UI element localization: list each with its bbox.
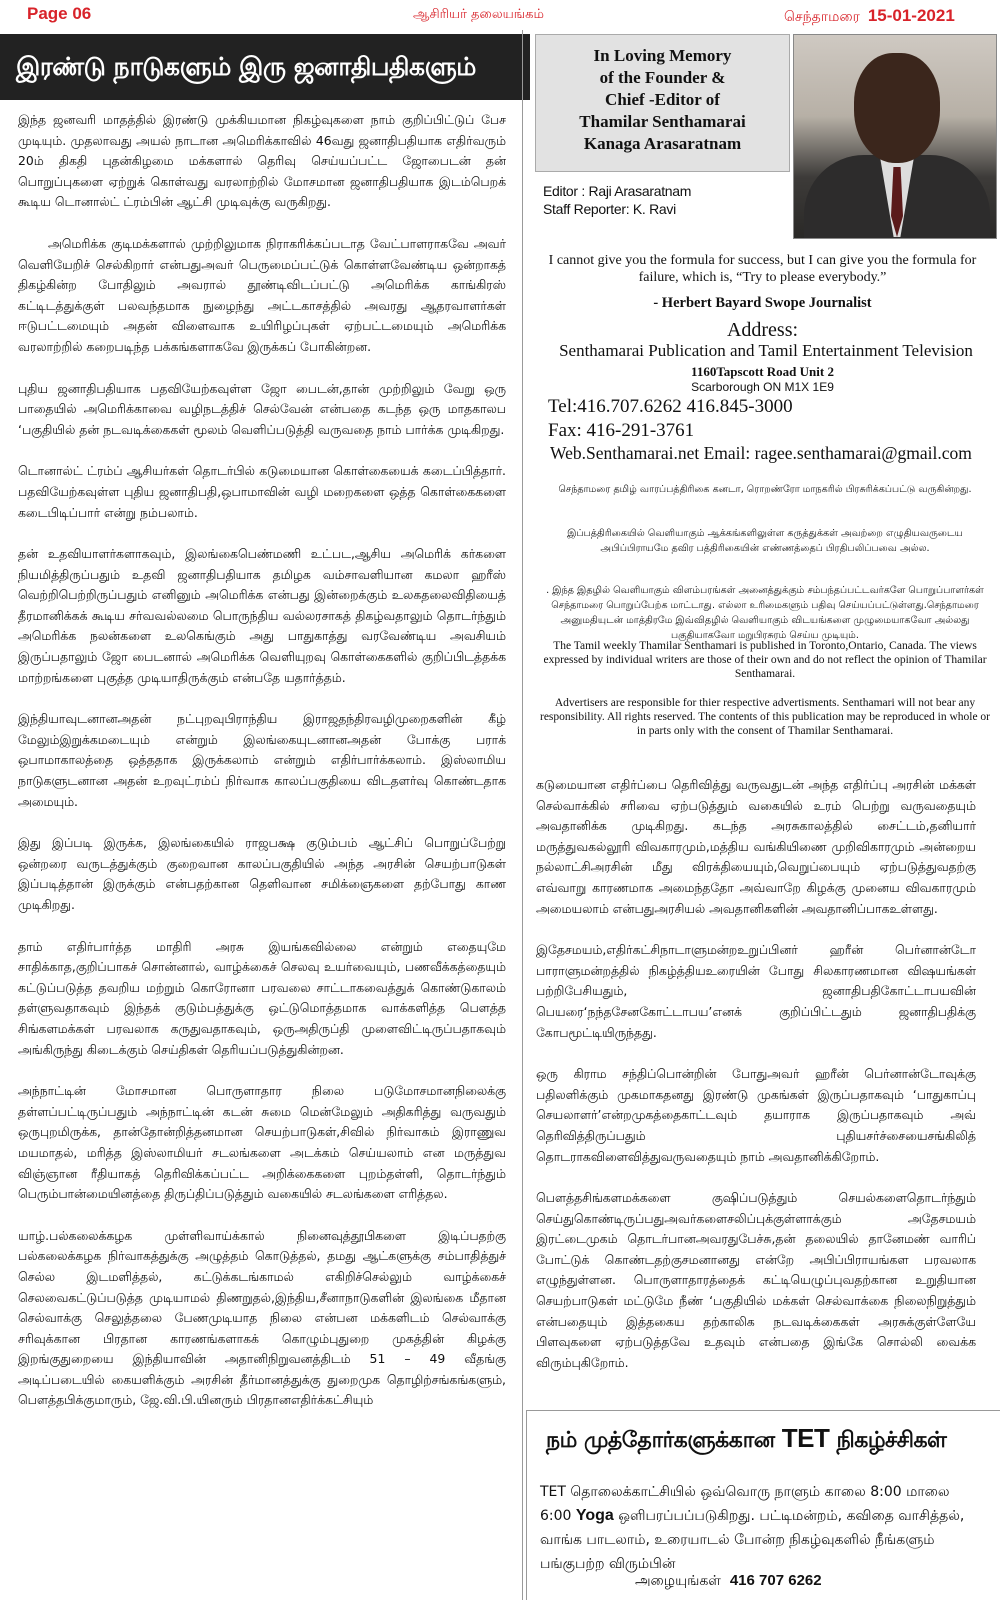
tet-title-brand: TET xyxy=(781,1423,830,1453)
tet-body-text: TET தொலைக்காட்சியில் ஒவ்வொரு நாளும் காலை 8:00 மாலை 6:00 xyxy=(540,1484,950,1524)
quote: I cannot give you the formula for success, but I can give you the formula for failure, which is, “Try to please everybody.” xyxy=(548,253,977,285)
article-paragraph: இந்தியாவுடனானஅதன் நட்புறவுபிராந்திய இராஜதந்திரவழிமுறைகளின் கீழ் மேலும்இறுக்கமடையும் என்றும் இலங்கையுடனானஅதன் போக்கு பராக் ஒபாமாகாலத்தை ஒத்ததாக இருக்கலாம் என்றும் எதிர்பார்க்கலாம். இஸ்லாமிய நாடுகளுடனான அதன் உறவுட்ரம்ப் நிர்வாக காலப்பகுதியை விடதளர்வு கொண்டதாக அமையும். xyxy=(18,711,506,809)
article-continuation xyxy=(536,775,976,1375)
street-address: 1160Tapscott Road Unit 2 xyxy=(691,364,834,379)
article-paragraph: அந்நாட்டின் மோசமான பொருளாதார நிலை படுமோசமானநிலைக்கு தள்ளப்பட்டிருப்பதும் அந்நாட்டின் கடன் சுமை மென்மேலும் அதிகரித்து வருவதும் ஒருபுறமிருக்க, தான்தோன்றித்தனமான செயற்பாடுகள்,சிவில் நிர்வாகம் இராணுவ மயமாதல், மரித்த இஸ்லாமியர் சடலங்களை அடக்கம் செய்யலாம் என மருத்துவ விஞ்ஞான ரீதியாகத் தெரிவிக்கப்பட்ட அறிக்கைகளை புறம்தள்ளி, தொடர்ந்தும் பெரும்பான்மையினத்தை திருப்திப்படுத்தும் வகையில் சடலங்களை எரித்தல. xyxy=(18,1083,506,1202)
article-paragraph: இது இப்படி இருக்க, இலங்கையில் ராஜபக்ஷ குடும்பம் ஆட்சிப் பொறுப்பேற்று ஒன்றரை வருடத்துக்கும் குறைவான காலப்பகுதியில் அந்த அரசின் செயற்பாடுகள் இப்படித்தான் இருக்கும் என்பதற்கான தெளிவான சமிக்ஞைகளை தற்போது காண முடிகிறது. xyxy=(18,835,506,912)
publication-notice: செந்தாமரை தமிழ் வாரப்பத்திரிகை கனடா, ரொறண்ரோ மாநகரில் பிரசுரிக்கப்பட்டு வருகின்றது. xyxy=(558,484,972,495)
address-title: Address: xyxy=(726,319,799,341)
quote-author: - Herbert Bayard Swope Journalist xyxy=(653,295,872,311)
memory-line: Thamilar Senthamarai xyxy=(579,112,746,131)
article-paragraph: யாழ்.பல்கலைக்கழக முள்ளிவாய்க்கால் நினைவுத்தூபிகளை இடிப்பதற்கு பல்கலைக்கழக நிர்வாகத்துக்கு அழுத்தம் கொடுத்தல், தமது ஆட்களுக்கு சம்பாதித்துச் செல்ல இடமளித்தல், கட்டுக்கடங்காமல் எகிறிச்செல்லும் வாழ்க்கைச் செலவைகட்டுப்படுத்த முடியாமல் திணறுதல்,இந்திய,சீனாநாடுகளின் இலங்கை மீதான செல்வாக்கு செலுத்தலை பேணமுடியாத நிலை என்பன மக்களிடம் செல்வாக்கு சரிவுக்கான பிரதான காரணங்களாகக் கொழும்புதுறை முகத்தின் கிழக்கு இறங்குதுறையை இந்தியாவின் அதானிநிறுவனத்திடம் 51 – 49 வீதங்கு அடிப்படையில் கையளிக்கும் அரசின் தீர்மானத்துக்கு துறைமுக தொழிற்சங்கங்களும், பௌத்தபிக்குமாரும், ஜே.வி.பி.யினரும் பிரதானஎதிர்க்கட்சியும் xyxy=(18,1227,506,1408)
tet-ad-body xyxy=(540,1480,985,1576)
english-notice: The Tamil weekly Thamilar Senthamari is published in Toronto,Ontario, Canada. The views expressed by individual writers are those of their own and do not reflect the opinion of Thamilar Senthamarai. xyxy=(543,640,987,680)
article-paragraph: தாம் எதிர்பார்த்த மாதிரி அரசு இயங்கவில்லை என்றும் எதையுமே சாதிக்காத,குறிப்பாகச் சொன்னால், வாழ்க்கைச் செலவு உயர்வையும், பணவீக்கத்தையும் கட்டுப்படுத்த தவறிய மற்றும் கொரோனா பரவலை சாட்டாகவைத்துக் கொண்டுகாலம் தள்ளுவதாகவும் இந்தக் குடும்பத்துக்கு ஒட்டுமொத்தமாக வாக்களித்த பௌத்த சிங்களமக்கள் பரவலாக கருதுவதாகவும், ஒருஅதிருப்தி முளைவிட்டிருப்பதாகவும் அங்கிருந்து கிடைக்கும் செய்திகள் தெரியப்படுத்துகின்றன. xyxy=(18,938,506,1057)
city-address: Scarborough ON M1X 1E9 xyxy=(691,380,834,394)
memory-line: of the Founder & xyxy=(599,68,726,87)
issue-date: 15-01-2021 xyxy=(867,6,955,25)
tet-call-label: அழையுங்கள் xyxy=(635,1573,721,1589)
page-number: Page 06 xyxy=(27,4,92,23)
tet-ad-title xyxy=(546,1423,946,1456)
paper-name: செந்தாமரை xyxy=(784,9,860,25)
memory-line: Chief -Editor of xyxy=(605,90,720,109)
telephone: Tel:416.707.6262 416.845-3000 xyxy=(548,396,793,417)
article-paragraph: புதிய ஜனாதிபதியாக பதவியேற்கவுள்ள ஜோ பைடன்,தான் முற்றிலும் வேறு ஒரு பாதையில் அமெரிக்காவை வழிநடத்திச் செல்வேன் என்பதை கடந்த ஒரு மாதகாலப ‘பகுதியில் தன் நடவடிக்கைகள் மூலம் வெளிப்படுத்தி வருவதை நாம் பார்க்க முடிகிறது. xyxy=(18,380,506,437)
founder-photo xyxy=(793,34,997,239)
article-paragraph: ஒரு கிராம சந்திப்பொன்றின் போதுஅவர் ஹரீன் பெர்னான்டோவுக்கு பதிலளிக்கும் முகமாகதனது இரண்டு முகங்கள் இருப்பதாகவும் ‘பாதுகாப்பு செயலாளர்’என்றமுகத்தைகாட்டவும் தயாராக இருப்பதாகவும் அவ் தெரிவித்திருப்பதும் புதியசர்ச்சையைசங்கிலித் தொடராகவிளைவித்துவருவதையும் நாம் அவதானிக்கிறோம். xyxy=(536,1066,976,1164)
tet-body-text: ஒளிபரப்பப்படுகிறது. பட்டிமன்றம், கவிதை வாசித்தல், வாங்க பாடலாம், உரையாடல் போன்ற நிகழ்வுகளில் நீங்களும் பங்குபற்ற விரும்பின் xyxy=(540,1508,965,1572)
page-header xyxy=(0,0,1000,30)
article-body xyxy=(18,110,506,1600)
article-paragraph: இதேசமயம்,எதிர்கட்சிநாடாளுமன்றஉறுப்பினர் ஹரீன் பெர்னான்டோ பாராளுமன்றத்தில் நிகழ்த்தியஉரையின் போது சிலகாரணமான விஷயங்கள் பற்றிபேசியதும், ஜனாதிபதிகோட்டாபயவின் பெயரை‘நந்தசேனகோட்டாபய’எனக் குறிப்பிட்டதும் ஜனாதிபதிக்கு கோபமூட்டியிருந்தது. xyxy=(536,942,976,1040)
article-paragraph: இந்த ஜனவரி மாதத்தில் இரண்டு முக்கியமான நிகழ்வுகளை நாம் குறிப்பிட்டுப் பேச முடியும். முதலாவது அயல் நாடான அமெரிக்காவில் 46வது ஜனாதிபதியாக எதிர்வரும் 20ம் திகதி புதன்கிழமை மக்களால் தெரிவு செய்யப்பட்ட ஜோபைடன் தன் பொறுப்புகளை ஏற்றுக் கொள்வது வரலாற்றில் மோசமான ஜனாதிபதியாக இடம்பெறக் கூடிய டொனால்ட் ட்ரம்பின் ஆட்சி முடிவுக்கு வருகிறது. xyxy=(18,112,506,210)
tet-phone: 416 707 6262 xyxy=(729,1572,822,1589)
article-paragraph: டொனால்ட் ட்ரம்ப் ஆசியர்கள் தொடர்பில் கடுமையான கொள்கையைக் கடைப்பித்தார். பதவியேற்கவுள்ள புதிய ஜனாதிபதி,ஒபாமாவின் வழி மறைகளை ஒத்த கொள்கைகளை கடைபிடிப்பார் என்று நம்பலாம். xyxy=(18,463,506,520)
photo-head xyxy=(854,53,940,163)
tet-title-text: நம் முத்தோர்களுக்கான xyxy=(546,1428,782,1453)
staff-reporter: Staff Reporter: K. Ravi xyxy=(543,201,676,217)
tet-title-text: நிகழ்ச்சிகள் xyxy=(829,1428,947,1453)
section-title: ஆசிரியர் தலையங்கம் xyxy=(413,7,544,22)
tet-phone-line xyxy=(635,1572,822,1591)
memory-box xyxy=(535,34,790,172)
article-paragraph: தன் உதவியாளர்களாகவும், இலங்கைபெண்மணி உட்பட,ஆசிய அமெரிக் கர்களை நியமித்திருப்பதும் உதவி ஜனாதிபதியாக தமிழக வம்சாவளியான கமலா ஹரீஸ் வெற்றிபெற்றிருப்பதும் எனினும் அமெரிக்க என்பது இன்றைக்கும் உலகதலைவிதியைத் தீரமானிக்கக் கூடிய சர்வவல்லமை பொருந்திய வல்லரசாகத் திகழ்வதாலும் தொடர்ந்தும் அமெரிக்க நலன்களை உலகெங்கும் அது பாதுகாத்து வரவேண்டிய அவசியம் இருப்பதாலும் ஜோ பைடனால் அமெரிக்க வெளியுறவு கொள்கைகளில் குறிப்பிடத்தக்க மாற்றங்களை புகுத்த முடியாதிருக்கும் என்பதே யதார்த்தம். xyxy=(18,546,506,685)
memory-line: In Loving Memory xyxy=(593,46,732,65)
article-paragraph: கடுமையான எதிர்ப்பை தெரிவித்து வருவதுடன் அந்த எதிர்ப்பு அரசின் மக்கள் செல்வாக்கில் சரிவை ஏற்படுத்தும் வகையில் உரம் பெற்று வருவதையும் அவதானிக்க முடிகிறது. கடந்த அரசுகாலத்தில் சைட்டம்,தனியார் மருத்துவகல்லூரி விவகாரமும்,மத்திய வங்கியிணை முறிவிகாரமும் அன்றைய நல்லாட்சிஅரசின் மீது விரக்தியையும்,வெறுப்பையும் ஏற்படுத்துவதற்கு எவ்வாறு காரணமாக அமைந்ததோ அவ்வாறே கிழக்கு முனைய விவகாரமும் அமையலாம் என்பதுஅரசியல் அவதானிகளின் அவதானிப்பாகஉள்ளது. xyxy=(536,777,976,916)
advertisers-notice: Advertisers are responsible for thier respective advertisments. Senthamari will not bear any responsibility. All rights reserved. The contents of this publication may be reproduced in whole or in parts only with the consent of Thamilar Senthamarai. xyxy=(540,697,990,737)
editor-name: Editor : Raji Arasaratnam xyxy=(543,183,692,199)
article-paragraph: அமெரிக்க குடிமக்களால் முற்றிலுமாக நிராகரிக்கப்படாத வேட்பாளராகவே அவர் வெளியேறிச் செல்கிறார் என்பதுஅவர் பெருமைப்பட்டுக் கொள்ளவேண்டிய ஒன்றாகத் திகழ்கின்ற போதிலும் அவரால் தூண்டிவிடப்பட்டு அமெரிக்க காங்கிரஸ் கட்டிடத்துக்குள் பலவந்தமாக நுழைந்து அட்டகாசத்தில் அவரது ஆதரவாளர்கள் ஈடுபட்டமையும் அதன் விளைவாக உயிரிழப்புகள் ஏற்பட்டமையும் அமெரிக்க வரலாற்றில் கறைபடிந்த பக்கங்களாகவே இருக்கப் போகின்றன. xyxy=(18,235,506,354)
column-divider xyxy=(522,30,523,1600)
memory-line: Kanaga Arasaratnam xyxy=(583,134,742,153)
ads-notice: . இந்த இதழில் வெளியாகும் விளம்பரங்கள் அனைத்துக்கும் சம்பந்தப்பட்டவர்களே பொறுப்பாளர்கள் செந்தாமரை பொறுப்பேற்க மாட்டாது. எல்லா உரிமைகளும் பதிவு செய்யப்பட்டுள்ளது.செந்தாமரை அனுமதியுடன் மாத்திரமே இவ்விதழில் வெளியாகும் விடயங்களை முழுமையாகவோ அல்லது பகுதியாகவோ மறுபிரசுரம் செய்ய முடியும். xyxy=(546,585,984,641)
article-title: இரண்டு நாடுகளும் இரு ஜனாதிபதிகளும் xyxy=(0,34,530,100)
paper-name-date xyxy=(784,6,955,27)
web-email: Web.Senthamarai.net Email: ragee.senthamarai@gmail.com xyxy=(550,443,972,463)
fax: Fax: 416-291-3761 xyxy=(548,420,695,441)
memory-text xyxy=(536,35,789,155)
organization-name: Senthamarai Publication and Tamil Entertainment Television xyxy=(559,341,973,360)
tet-yoga: Yoga xyxy=(575,1507,614,1524)
views-notice: இப்பத்திரிகையில் வெளியாகும் ஆக்கங்களிலுள்ள கருத்துக்கள் அவற்றை எழுதியவருடைய அபிப்பிராயமே தவிர பத்திரிகையின் எண்ணத்தைப் பிரதிபலிப்பவை அல்ல. xyxy=(567,528,963,554)
article-paragraph: பௌத்தசிங்களமக்களை குஷிப்படுத்தும் செயல்களைதொடர்ந்தும் செய்துகொண்டிருப்பதுஅவர்களைசலிப்புக்குள்ளாக்கும் அதேசமயம் இரட்டைமுகம் தொடர்பானஅவரதுபேச்சு,தன் தலையில் தானேமண் வாரிப் போட்டுக் கொண்டதற்குசமனானது என்றே அபிப்பிராயங்கள பரவலாக எழுந்துள்ளன. பொருளாதாரத்தைக் கட்டியெழுப்புவதற்கான உறுதியான செயற்பாடுகள் மட்டுமே நீண் ‘பகுதியில் மக்கள் செல்வாக்கை நிலைநிறுத்தும் என்பதையும் இத்தகைய தற்காலிக நடவடிக்கைகள் அரசுக்குள்ளேயே பிளவுகளை ஏற்படுத்தவே உதவும் என்பதை இங்கே சொல்லி வைக்க விரும்புகிறோம். xyxy=(536,1190,976,1370)
